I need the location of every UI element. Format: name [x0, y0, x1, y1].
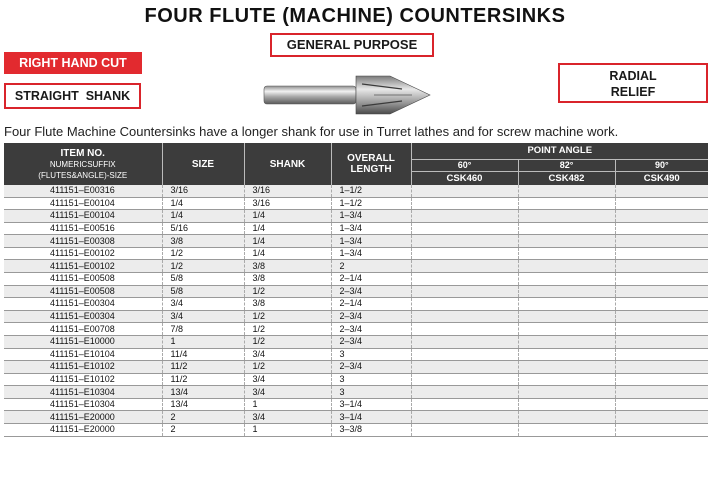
cell-shank: 1/4	[244, 247, 331, 260]
cell-item-no: 411151–E10000	[4, 335, 162, 348]
cell-csk482	[518, 298, 615, 311]
header-size: SIZE	[162, 143, 244, 185]
table-row	[4, 185, 708, 197]
cell-csk490	[615, 285, 708, 298]
cell-shank: 3/16	[244, 185, 331, 197]
cell-csk490	[615, 386, 708, 399]
table-row	[4, 273, 708, 286]
cell-item-no: 411151–E00104	[4, 197, 162, 210]
cell-size: 2	[162, 411, 244, 424]
header-overall-line2: LENGTH	[350, 164, 392, 175]
cell-csk460	[411, 185, 518, 197]
cell-size: 3/8	[162, 235, 244, 248]
cell-size: 3/16	[162, 185, 244, 197]
cell-size: 13/4	[162, 398, 244, 411]
cell-csk490	[615, 235, 708, 248]
cell-overall-length: 2–3/4	[331, 323, 411, 336]
cell-overall-length: 2–3/4	[331, 335, 411, 348]
cell-csk482	[518, 373, 615, 386]
header-csk482: CSK482	[518, 171, 615, 185]
cell-csk460	[411, 411, 518, 424]
cell-overall-length: 1–3/4	[331, 247, 411, 260]
cell-csk482	[518, 247, 615, 260]
cell-csk460	[411, 323, 518, 336]
table-row	[4, 398, 708, 411]
header-item-no-sub2: (FLUTES&ANGLE)-SIZE	[38, 170, 128, 180]
table-row	[4, 260, 708, 273]
header-overall-line1: OVERALL	[347, 153, 395, 164]
cell-shank: 1/4	[244, 210, 331, 223]
cell-overall-length: 3	[331, 386, 411, 399]
cell-overall-length: 2–1/4	[331, 273, 411, 286]
cell-size: 1/2	[162, 260, 244, 273]
header-csk460: CSK460	[411, 171, 518, 185]
cell-csk490	[615, 423, 708, 436]
cell-size: 3/4	[162, 298, 244, 311]
cell-csk482	[518, 411, 615, 424]
cell-csk490	[615, 348, 708, 361]
cell-csk490	[615, 197, 708, 210]
cell-csk460	[411, 260, 518, 273]
cell-csk460	[411, 222, 518, 235]
cell-shank: 1/2	[244, 310, 331, 323]
header-point-angle: POINT ANGLE	[411, 143, 708, 159]
cell-csk482	[518, 398, 615, 411]
cell-csk460	[411, 298, 518, 311]
table-row	[4, 222, 708, 235]
header-item-no	[4, 143, 162, 185]
cell-size: 13/4	[162, 386, 244, 399]
cell-csk460	[411, 423, 518, 436]
cell-csk482	[518, 323, 615, 336]
cell-size: 1	[162, 335, 244, 348]
cell-overall-length: 1–1/2	[331, 185, 411, 197]
cell-csk490	[615, 411, 708, 424]
cell-size: 1/4	[162, 197, 244, 210]
cell-csk460	[411, 247, 518, 260]
cell-size: 11/4	[162, 348, 244, 361]
cell-csk482	[518, 348, 615, 361]
table-row	[4, 423, 708, 436]
header-item-no-sub1: NUMERICSUFFIX	[49, 159, 116, 169]
cell-size: 2	[162, 423, 244, 436]
header-item-no-label: ITEM NO.	[60, 147, 105, 159]
cell-csk490	[615, 335, 708, 348]
cell-shank: 1/2	[244, 285, 331, 298]
table-row	[4, 348, 708, 361]
header-angle-90: 90°	[615, 159, 708, 171]
cell-csk460	[411, 348, 518, 361]
cell-shank: 3/8	[244, 260, 331, 273]
cell-item-no: 411151–E10104	[4, 348, 162, 361]
cell-csk460	[411, 398, 518, 411]
cell-size: 1/4	[162, 210, 244, 223]
cell-shank: 1/4	[244, 222, 331, 235]
cell-item-no: 411151–E10304	[4, 398, 162, 411]
cell-size: 1/2	[162, 247, 244, 260]
cell-item-no: 411151–E00308	[4, 235, 162, 248]
cell-csk490	[615, 361, 708, 374]
cell-csk482	[518, 260, 615, 273]
table-row	[4, 285, 708, 298]
cell-overall-length: 2–3/4	[331, 361, 411, 374]
header-overall-length	[331, 143, 411, 185]
cell-csk460	[411, 235, 518, 248]
cell-overall-length: 1–3/4	[331, 222, 411, 235]
cell-csk460	[411, 210, 518, 223]
cell-item-no: 411151–E00508	[4, 273, 162, 286]
table-row	[4, 298, 708, 311]
cell-shank: 3/4	[244, 348, 331, 361]
cell-item-no: 411151–E00516	[4, 222, 162, 235]
cell-shank: 3/4	[244, 386, 331, 399]
cell-csk482	[518, 235, 615, 248]
cell-csk490	[615, 273, 708, 286]
header-angle-82: 82°	[518, 159, 615, 171]
cell-item-no: 411151–E00102	[4, 260, 162, 273]
cell-overall-length: 3–1/4	[331, 411, 411, 424]
header-shank: SHANK	[244, 143, 331, 185]
cell-size: 3/4	[162, 310, 244, 323]
table-row	[4, 197, 708, 210]
cell-size: 7/8	[162, 323, 244, 336]
table-row	[4, 210, 708, 223]
cell-shank: 3/4	[244, 373, 331, 386]
radial-relief-line2: RELIEF	[610, 85, 656, 99]
cell-size: 5/8	[162, 285, 244, 298]
right-hand-cut-badge: RIGHT HAND CUT	[4, 52, 142, 74]
cell-csk460	[411, 361, 518, 374]
cell-csk460	[411, 197, 518, 210]
table-row	[4, 323, 708, 336]
cell-csk482	[518, 273, 615, 286]
cell-csk490	[615, 373, 708, 386]
cell-shank: 1/2	[244, 335, 331, 348]
cell-size: 11/2	[162, 361, 244, 374]
cell-shank: 1	[244, 398, 331, 411]
cell-item-no: 411151–E10304	[4, 386, 162, 399]
header-csk490: CSK490	[615, 171, 708, 185]
cell-overall-length: 2–3/4	[331, 310, 411, 323]
table-row	[4, 386, 708, 399]
cell-item-no: 411151–E10102	[4, 373, 162, 386]
cell-shank: 3/16	[244, 197, 331, 210]
cell-csk490	[615, 222, 708, 235]
cell-csk490	[615, 323, 708, 336]
cell-csk460	[411, 373, 518, 386]
cell-csk460	[411, 335, 518, 348]
cell-shank: 1/4	[244, 235, 331, 248]
table-row	[4, 247, 708, 260]
cell-csk490	[615, 310, 708, 323]
cell-csk460	[411, 310, 518, 323]
cell-overall-length: 3	[331, 373, 411, 386]
cell-overall-length: 2–1/4	[331, 298, 411, 311]
radial-relief-line1: RADIAL	[609, 69, 657, 83]
description: Four Flute Machine Countersinks have a longer shank for use in Turret lathes and for screw machine work.	[4, 124, 619, 139]
table-row	[4, 361, 708, 374]
cell-csk460	[411, 285, 518, 298]
cell-shank: 1	[244, 423, 331, 436]
cell-overall-length: 1–1/2	[331, 197, 411, 210]
cell-shank: 3/4	[244, 411, 331, 424]
cell-item-no: 411151–E10102	[4, 361, 162, 374]
cell-overall-length: 2	[331, 260, 411, 273]
cell-item-no: 411151–E00508	[4, 285, 162, 298]
cell-csk490	[615, 247, 708, 260]
radial-relief-badge	[558, 63, 708, 103]
table-row	[4, 235, 708, 248]
table-row	[4, 335, 708, 348]
cell-csk482	[518, 386, 615, 399]
cell-csk490	[615, 210, 708, 223]
cell-csk482	[518, 423, 615, 436]
cell-overall-length: 1–3/4	[331, 210, 411, 223]
table-body	[4, 185, 708, 436]
table-row	[4, 373, 708, 386]
cell-csk482	[518, 285, 615, 298]
cell-size: 5/8	[162, 273, 244, 286]
cell-csk482	[518, 310, 615, 323]
cell-shank: 3/8	[244, 298, 331, 311]
cell-overall-length: 3–3/8	[331, 423, 411, 436]
cell-item-no: 411151–E00102	[4, 247, 162, 260]
cell-item-no: 411151–E00316	[4, 185, 162, 197]
countersink-table	[4, 143, 708, 437]
cell-csk482	[518, 361, 615, 374]
cell-csk490	[615, 185, 708, 197]
general-purpose-badge: GENERAL PURPOSE	[270, 33, 434, 57]
cell-csk482	[518, 185, 615, 197]
cell-overall-length: 1–3/4	[331, 235, 411, 248]
cell-item-no: 411151–E20000	[4, 423, 162, 436]
cell-item-no: 411151–E00708	[4, 323, 162, 336]
cell-size: 11/2	[162, 373, 244, 386]
table-row	[4, 411, 708, 424]
cell-size: 5/16	[162, 222, 244, 235]
cell-shank: 1/2	[244, 323, 331, 336]
cell-overall-length: 3	[331, 348, 411, 361]
cell-csk482	[518, 335, 615, 348]
cell-csk482	[518, 210, 615, 223]
cell-shank: 3/8	[244, 273, 331, 286]
cell-item-no: 411151–E00104	[4, 210, 162, 223]
cell-shank: 1/2	[244, 361, 331, 374]
cell-item-no: 411151–E20000	[4, 411, 162, 424]
cell-csk490	[615, 260, 708, 273]
cell-item-no: 411151–E00304	[4, 298, 162, 311]
table-row	[4, 310, 708, 323]
header-angle-60: 60°	[411, 159, 518, 171]
cell-csk460	[411, 386, 518, 399]
cell-csk460	[411, 273, 518, 286]
cell-csk482	[518, 197, 615, 210]
straight-shank-badge: STRAIGHT SHANK	[4, 83, 141, 109]
cell-csk490	[615, 398, 708, 411]
cell-csk490	[615, 298, 708, 311]
countersink-tool-icon	[262, 72, 432, 118]
cell-overall-length: 3–1/4	[331, 398, 411, 411]
page-title: FOUR FLUTE (MACHINE) COUNTERSINKS	[144, 5, 566, 27]
cell-overall-length: 2–3/4	[331, 285, 411, 298]
cell-csk482	[518, 222, 615, 235]
cell-item-no: 411151–E00304	[4, 310, 162, 323]
